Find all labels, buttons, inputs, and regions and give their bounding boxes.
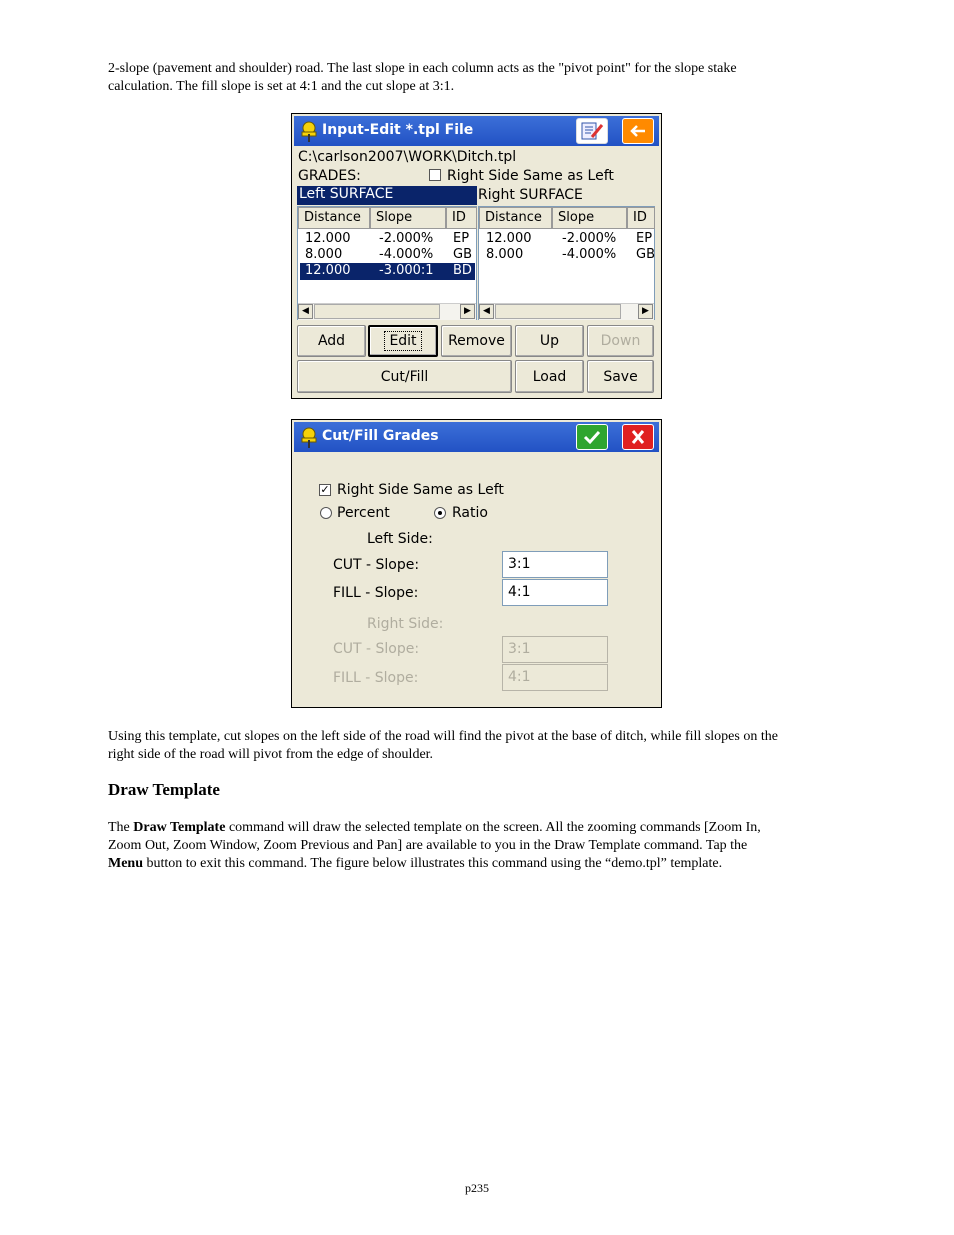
scroll-thumb[interactable] (495, 304, 621, 319)
scroll-right-icon[interactable]: ▶ (638, 304, 653, 319)
left-surface-list[interactable] (297, 206, 477, 320)
input-edit-titlebar (294, 116, 659, 146)
table-row[interactable]: 8.000 -4.000% GB (305, 247, 472, 262)
left-horizontal-scrollbar[interactable] (298, 303, 476, 320)
window-title: Input-Edit *.tpl File (322, 122, 474, 138)
section-line-3: Menu button to exit this command. The figure below illustrates this command using the “demo.tpl” template. (108, 856, 723, 871)
add-button[interactable]: Add (297, 325, 366, 357)
column-header-distance[interactable]: Distance (479, 207, 552, 229)
ok-check-icon (582, 429, 602, 445)
left-fill-slope-label: FILL - Slope: (333, 585, 419, 601)
scroll-thumb[interactable] (314, 304, 440, 319)
input-edit-window (291, 113, 662, 399)
table-row[interactable]: 12.000 -2.000% EP (486, 231, 653, 246)
ratio-radio[interactable] (434, 507, 446, 519)
right-same-checkbox[interactable]: ✓ (320, 483, 330, 496)
section-line-2: Zoom Out, Zoom Window, Zoom Previous and Pan] are available to you in the Draw Template command. Tap the (108, 838, 748, 853)
remove-button[interactable]: Remove (441, 325, 512, 357)
right-same-label: Right Side Same as Left (337, 482, 504, 498)
cut-fill-titlebar (294, 422, 659, 452)
page-number: p235 (465, 1181, 489, 1195)
scroll-right-icon[interactable]: ▶ (460, 304, 475, 319)
left-cut-slope-label: CUT - Slope: (333, 557, 420, 573)
close-button[interactable] (622, 424, 654, 450)
left-cut-slope-input[interactable]: 3:1 (502, 551, 608, 578)
bold-term-menu: Menu (108, 856, 143, 871)
column-header-slope[interactable]: Slope (552, 207, 627, 229)
close-x-icon (629, 429, 647, 445)
grades-label: GRADES: (298, 168, 361, 184)
down-button[interactable]: Down (587, 325, 654, 357)
ok-button[interactable] (576, 424, 608, 450)
right-surface-header: Right SURFACE (478, 187, 583, 203)
intro-line-1: 2-slope (pavement and shoulder) road. The last slope in each column acts as the "pivot point" for the slope stake (108, 61, 737, 76)
after-paragraph (108, 728, 848, 764)
edit-doc-icon (579, 121, 605, 141)
load-button[interactable]: Load (515, 360, 584, 393)
right-same-checkbox[interactable] (429, 169, 441, 181)
section-heading: Draw Template (108, 780, 220, 799)
bold-term-draw-template: Draw Template (133, 820, 226, 835)
right-surface-list[interactable] (478, 206, 655, 320)
table-row[interactable]: 12.000 -2.000% EP (305, 231, 470, 246)
table-row[interactable]: 8.000 -4.000% GB (486, 247, 655, 262)
up-button[interactable]: Up (515, 325, 584, 357)
section-line-1: The Draw Template command will draw the selected template on the screen. All the zooming commands [Zoom In, (108, 820, 761, 835)
column-header-slope[interactable]: Slope (370, 207, 446, 229)
scroll-left-icon[interactable]: ◀ (479, 304, 494, 319)
column-header-id[interactable]: ID (446, 207, 477, 229)
right-fill-slope-label: FILL - Slope: (333, 670, 419, 686)
table-row-selected[interactable]: 12.000 -3.000:1 BD (300, 263, 475, 280)
edit-doc-button[interactable] (576, 118, 608, 144)
right-same-label: Right Side Same as Left (447, 168, 614, 184)
column-header-distance[interactable]: Distance (298, 207, 370, 229)
left-side-label: Left Side: (367, 531, 433, 547)
surveyor-app-icon (298, 426, 320, 448)
window-title: Cut/Fill Grades (322, 428, 439, 444)
file-path: C:\carlson2007\WORK\Ditch.tpl (298, 149, 517, 165)
left-surface-header: Left SURFACE (297, 186, 477, 205)
right-horizontal-scrollbar[interactable] (479, 303, 654, 320)
right-side-label: Right Side: (367, 616, 444, 632)
cut-fill-grades-window (291, 419, 662, 708)
left-fill-slope-input[interactable]: 4:1 (502, 579, 608, 606)
save-button[interactable]: Save (587, 360, 654, 393)
column-header-id[interactable]: ID (627, 207, 655, 229)
after-line-1: Using this template, cut slopes on the left side of the road will find the pivot at the base of ditch, while fill slopes on the (108, 729, 778, 744)
back-arrow-icon (628, 123, 648, 139)
right-cut-slope-input[interactable]: 3:1 (502, 636, 608, 663)
cut-fill-button[interactable]: Cut/Fill (297, 360, 512, 393)
percent-radio[interactable] (320, 507, 332, 519)
after-line-2: right side of the road will pivot from the edge of shoulder. (108, 747, 434, 762)
percent-label: Percent (337, 505, 390, 521)
scroll-left-icon[interactable]: ◀ (298, 304, 313, 319)
intro-line-2: calculation. The fill slope is set at 4:1 and the cut slope at 3:1. (108, 79, 455, 94)
edit-button[interactable]: Edit (368, 325, 438, 357)
intro-paragraph (108, 60, 848, 96)
right-fill-slope-input[interactable]: 4:1 (502, 664, 608, 691)
surveyor-app-icon (298, 120, 320, 142)
right-cut-slope-label: CUT - Slope: (333, 641, 420, 657)
ratio-label: Ratio (452, 505, 488, 521)
back-button[interactable] (622, 118, 654, 144)
section-paragraph (108, 819, 848, 873)
